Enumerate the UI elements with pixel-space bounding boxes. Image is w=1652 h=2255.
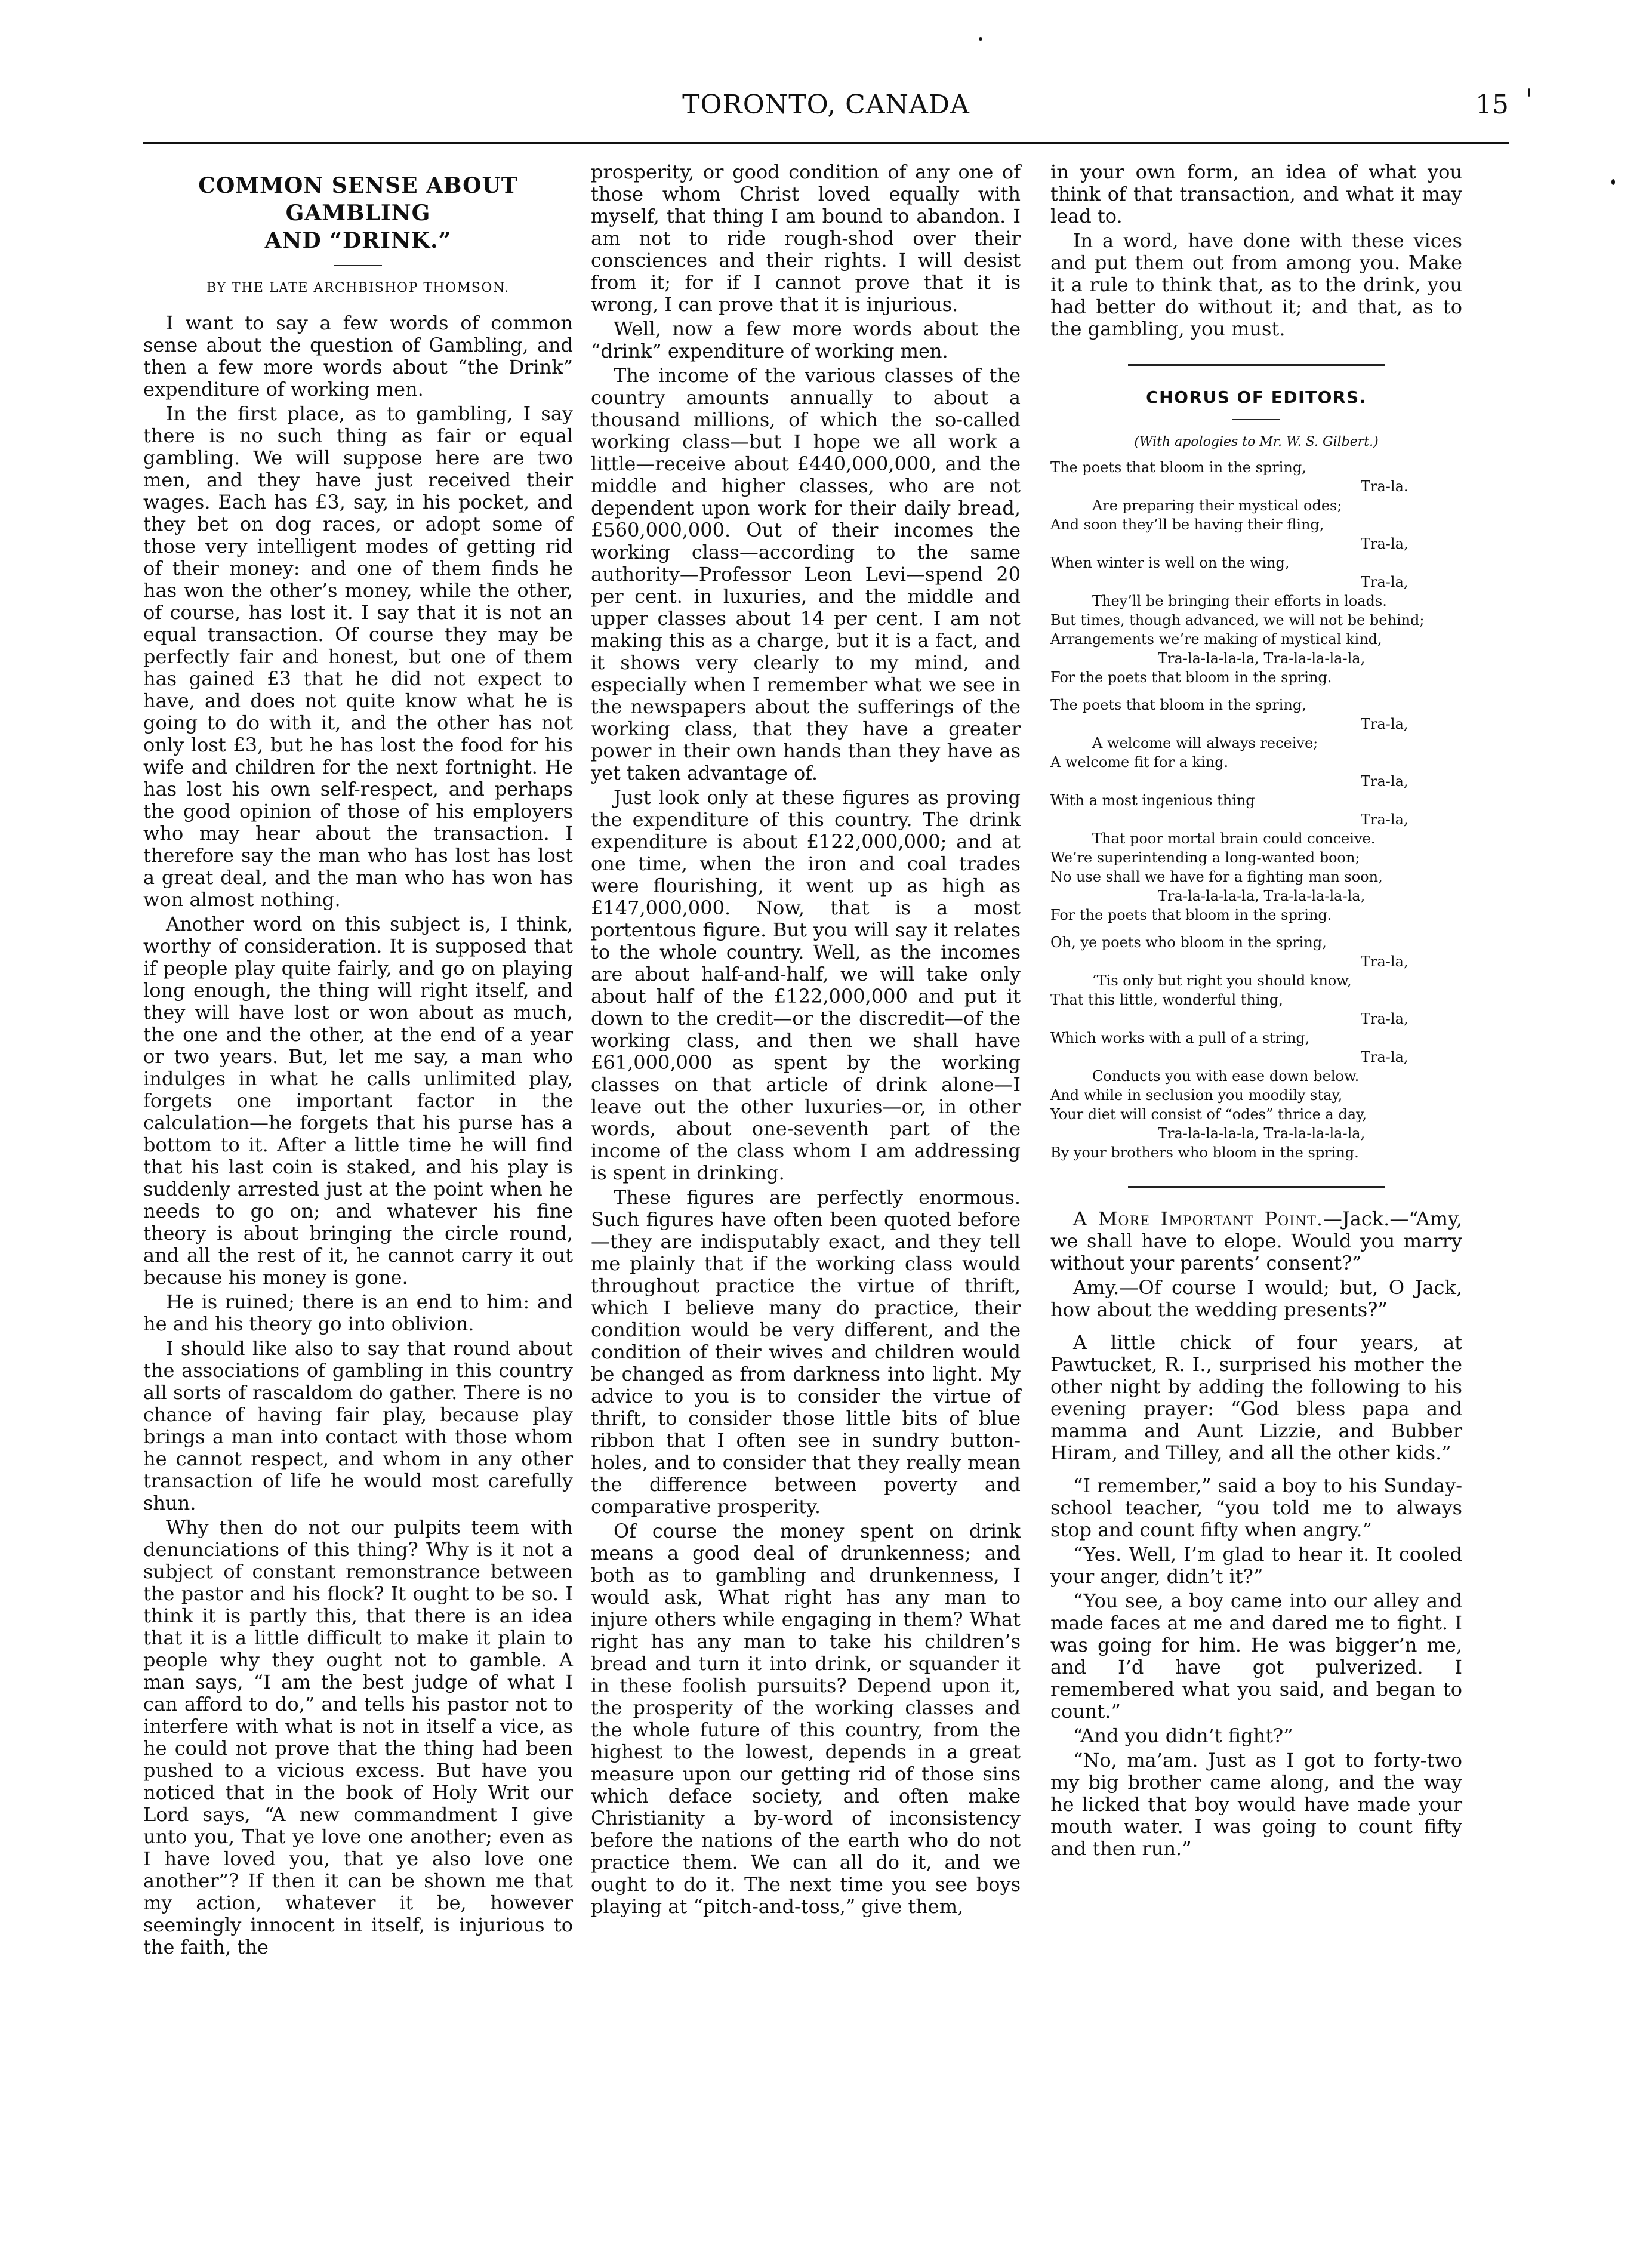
paragraph: He is ruined; there is an end to him: and he and his theory go into oblivion. <box>143 1290 573 1335</box>
poem-line: A welcome fit for a king. <box>1050 754 1229 771</box>
poem-line: Conducts you with ease down below. <box>1092 1068 1360 1085</box>
poem-line: When winter is well on the wing, <box>1050 554 1290 571</box>
stanza-break <box>1050 687 1462 695</box>
byline: BY THE LATE ARCHBISHOP THOMSON. <box>207 281 510 295</box>
paragraph: I want to say a few words of common sense about the question of Gambling, and then a few more words about “the Drink” expenditure of working men. <box>143 312 573 401</box>
section-rule <box>1128 364 1385 366</box>
paragraph: in your own form, an idea of what you think of that transaction, and what it may lead to. <box>1050 161 1462 227</box>
paragraph: The income of the various classes of the country amounts annually to about a thousand millions, of which the so-called working class—but I hope we all work a little—receive about £440,000,000, and the middle and higher classes, who are not dependent upon work for their daily bread, £560,000,000. Out of their incomes the working class—according to the same authority—Professor Leon Levi—spend 20 per cent. in luxuries, and the middle and upper classes about 14 per cent. I am not making this as a charge, but it is a fact, and it shows very clearly to my mind, and especially when I remember what we see in the newspapers about the sufferings of the working class, that they have a greater power in their own hands than they have as yet taken advantage of. <box>591 364 1021 784</box>
section-rule <box>1128 1186 1385 1188</box>
poem-line: Are preparing their mystical odes; <box>1092 497 1342 514</box>
poem-line: But times, though advanced, we will not be behind; <box>1050 612 1425 629</box>
poem-line: The poets that bloom in the spring, <box>1050 697 1306 713</box>
poem-line: No use shall we have for a fighting man soon, <box>1050 868 1383 885</box>
anecdote-paragraph: Amy.—Of course I would; but, O Jack, how about the wedding presents?” <box>1050 1276 1462 1321</box>
poem-line: The poets that bloom in the spring, <box>1050 459 1306 476</box>
article-title-line-2: AND “DRINK.” <box>264 228 452 253</box>
poem-line: That poor mortal brain could conceive. <box>1092 830 1376 847</box>
anecdote-text: —Jack.—“Amy, we shall have to elope. Would you marry without your parents’ consent?” <box>1050 1207 1462 1274</box>
poem-line: Tra-la. <box>1361 478 1408 495</box>
paragraph: These figures are perfectly enormous. Such figures have often been quoted before—they are indisputably exact, and they tell me plainly that if the working class would throughout practice the virtue of thrift, which I believe many do practice, their condition would be very different, and the condition of their wives and children would be changed as from darkness into light. My advice to you is to consider the virtue of thrift, to consider those little bits of blue ribbon that I often see in sundry button-holes, and to consider that they really mean the difference between poverty and comparative prosperity. <box>591 1186 1021 1518</box>
column-3 <box>1050 161 1462 1862</box>
poem-line: They’ll be bringing their efforts in loads. <box>1092 593 1387 609</box>
poem-line: ’Tis only but right you should know, <box>1092 972 1352 989</box>
poem-line: Tra-la, <box>1361 1049 1408 1065</box>
poem-line: And soon they’ll be having their fling, <box>1050 516 1324 533</box>
title-rule <box>334 265 382 266</box>
poem-verse <box>1050 458 1462 1162</box>
article-title <box>143 172 573 254</box>
poem-line: A welcome will always receive; <box>1092 735 1318 751</box>
poem-title-rule <box>1232 419 1280 420</box>
column-2 <box>591 161 1021 1920</box>
poem-line: Tra-la-la-la-la, Tra-la-la-la-la, <box>1158 888 1366 904</box>
anecdote-paragraph: “No, ma’am. Just as I got to forty-two my big brother came along, and the way he licked that boy would have made your mouth water. I was going to count fifty and then run.” <box>1050 1749 1462 1860</box>
paragraph: Just look only at these figures as proving the expenditure of this country. The drink expenditure is about £122,000,000; and at one time, when the iron and coal trades were flourishing, it went up as high as £147,000,000. Now, that is a most portentous figure. But you will say it relates to the whole country. Well, as the incomes are about half-and-half, we will take only about half of the £122,000,000 and put it down to the credit—or the discredit—of the working class, and then we shall have £61,000,000 as spent by the working classes on that article of drink alone—I leave out the other luxuries—or, in other words, about one-seventh part of the income of the class whom I am addressing is spent in drinking. <box>591 786 1021 1184</box>
paragraph: Another word on this subject is, I think, worthy of consideration. It is supposed that if people play quite fairly, and go on playing long enough, the thing will right itself, and they will have lost or won about as much, the one and the other, at the end of a year or two years. But, let me say, a man who indulges in what he calls unlimited play, forgets one important factor in the calculation—he forgets that his purse has a bottom to it. After a little time he will find that his last coin is staked, and his play is suddenly arrested just at the point when he needs to go on; and whatever his fine theory is about bringing the circle round, and all the rest of it, he cannot carry it out because his money is gone. <box>143 913 573 1289</box>
poem-line: Your diet will consist of “odes” thrice a day, <box>1050 1106 1367 1123</box>
ink-speck <box>1528 88 1530 97</box>
poem-line: By your brothers who bloom in the spring. <box>1050 1144 1359 1161</box>
running-head: TORONTO, CANADA <box>682 90 970 120</box>
page-header <box>143 90 1509 131</box>
anecdote-paragraph: A little chick of four years, at Pawtucket, R. I., surprised his mother the other night by adding the following to his evening prayer: “God bless papa and mamma and Aunt Lizzie, and Bubber Hiram, and Tilley, and all the other kids.” <box>1050 1331 1462 1464</box>
ink-speck <box>1611 179 1615 185</box>
anecdote-heading: A More Important Point. <box>1073 1207 1323 1230</box>
poem-line: For the poets that bloom in the spring. <box>1050 669 1332 686</box>
paragraph: In a word, have done with these vices and put them out from among you. Make it a rule to think that, as to the drink, you had better do without it; and that, as to the gambling, you must. <box>1050 229 1462 340</box>
anecdote-paragraph: “And you didn’t fight?” <box>1073 1724 1293 1747</box>
paragraph: Of course the money spent on drink means a good deal of drunkenness; and both as to gambling and drunkenness, I would ask, What right has any man to injure others while engaging in them? What right has any man to take his children’s bread and turn it into drink, or squander it in these foolish pursuits? Depend upon it, the prosperity of the working classes and the whole future of this country, from the highest to the lowest, depends in a great measure upon our getting rid of those sins which deface society, and often make Christianity a by-word of inconsistency before the nations of the earth who do not practice them. We can all do it, and we ought to do it. The next time you see boys playing at “pitch-and-toss,” give them, <box>591 1520 1021 1918</box>
poem-line: Tra-la-la-la-la, Tra-la-la-la-la, <box>1158 650 1366 667</box>
poem-line: Tra-la, <box>1361 953 1408 970</box>
paragraph: I should like also to say that round about the associations of gambling in this country all sorts of rascaldom do gather. There is no chance of having fair play, because play brings a man into contact with those whom he cannot respect, and whom in any other transaction of life he would most carefully shun. <box>143 1337 573 1514</box>
poem-line: Tra-la, <box>1361 773 1408 790</box>
paragraph: Why then do not our pulpits teem with denunciations of this thing? Why is it not a subject of constant remonstrance between the pastor and his flock? It ought to be so. I think it is partly this, that there is an idea that it is a little difficult to make it plain to people why they ought not to gamble. A man says, “I am the best judge of what I can afford to do,” and tells his pastor not to interfere with what is not in itself a vice, as he could not prove that the thing had been pushed to a vicious excess. But have you noticed that in the book of Holy Writ our Lord says, “A new commandment I give unto you, That ye love one another; even as I have loved you, that ye also love one another”? If then it can be shown me that my action, whatever it be, however seemingly innocent in itself, is injurious to the faith, the <box>143 1516 573 1958</box>
poem-title: CHORUS OF EDITORS. <box>1146 387 1367 407</box>
anecdote-paragraph: “Yes. Well, I’m glad to hear it. It cooled your anger, didn’t it?” <box>1050 1543 1462 1588</box>
article-title-line-1: COMMON SENSE ABOUT GAMBLING <box>198 173 518 226</box>
poem-line: Tra-la, <box>1361 811 1408 828</box>
ink-speck <box>979 37 982 41</box>
poem-line: With a most ingenious thing <box>1050 792 1255 809</box>
poem-line: Tra-la, <box>1361 716 1408 732</box>
column-1 <box>143 161 573 1961</box>
poem-line: Tra-la, <box>1361 574 1408 590</box>
poem-line: Which works with a pull of a string, <box>1050 1030 1310 1046</box>
anecdote-paragraph <box>1050 1208 1462 1274</box>
paragraph: prosperity, or good condition of any one of those whom Christ loved equally with myself, that thing I am bound to abandon. I am not to ride rough-shod over their consciences and their rights. I will desist from it; for if I cannot prove that it is wrong, I can prove that it is injurious. <box>591 161 1021 316</box>
poem-line: Tra-la, <box>1361 1011 1408 1027</box>
stanza-break <box>1050 925 1462 933</box>
paragraph: In the first place, as to gambling, I say there is no such thing as fair or equal gambling. We will suppose here are two men, and they have just received their wages. Each has £3, say, in his pocket, and they bet on dog races, or adopt some of those very intelligent modes of getting rid of their money: and one of them finds he has won the other’s money, while the other, of course, has lost it. I say that it is not an equal transaction. Of course they may be perfectly fair and honest, but one of them has gained £3 that he did not expect to have, and does not quite know what he is going to do with it, and the other has not only lost £3, but he has lost the food for his wife and children for the next fortnight. He has lost his own self-respect, and perhaps the good opinion of those of his employers who may hear about the transaction. I therefore say the man who has lost has lost a great deal, and the man who has won has won almost nothing. <box>143 402 573 911</box>
anecdote-paragraph: “I remember,” said a boy to his Sunday-school teacher, “you told me to always stop and count fifty when angry.” <box>1050 1474 1462 1541</box>
poem-line: That this little, wonderful thing, <box>1050 991 1283 1008</box>
poem-line: Tra-la, <box>1361 535 1408 552</box>
poem-line: Oh, ye poets who bloom in the spring, <box>1050 934 1327 951</box>
poem-note: (With apologies to Mr. W. S. Gilbert.) <box>1134 435 1379 449</box>
poem-line: For the poets that bloom in the spring. <box>1050 907 1332 923</box>
page-number: 15 <box>1475 90 1509 120</box>
paragraph: Well, now a few more words about the “drink” expenditure of working men. <box>591 318 1021 362</box>
poem-line: Arrangements we’re making of mystical kind, <box>1050 631 1382 648</box>
poem-line: And while in seclusion you moodily stay, <box>1050 1087 1343 1104</box>
anecdote-paragraph: “You see, a boy came into our alley and made faces at me and dared me to fight. I was going for him. He was bigger’n me, and I’d have got pulverized. I remembered what you said, and began to count.” <box>1050 1589 1462 1723</box>
header-rule <box>143 142 1509 144</box>
poem-line: Tra-la-la-la-la, Tra-la-la-la-la, <box>1158 1125 1366 1142</box>
poem-line: We’re superintending a long-wanted boon; <box>1050 849 1360 866</box>
